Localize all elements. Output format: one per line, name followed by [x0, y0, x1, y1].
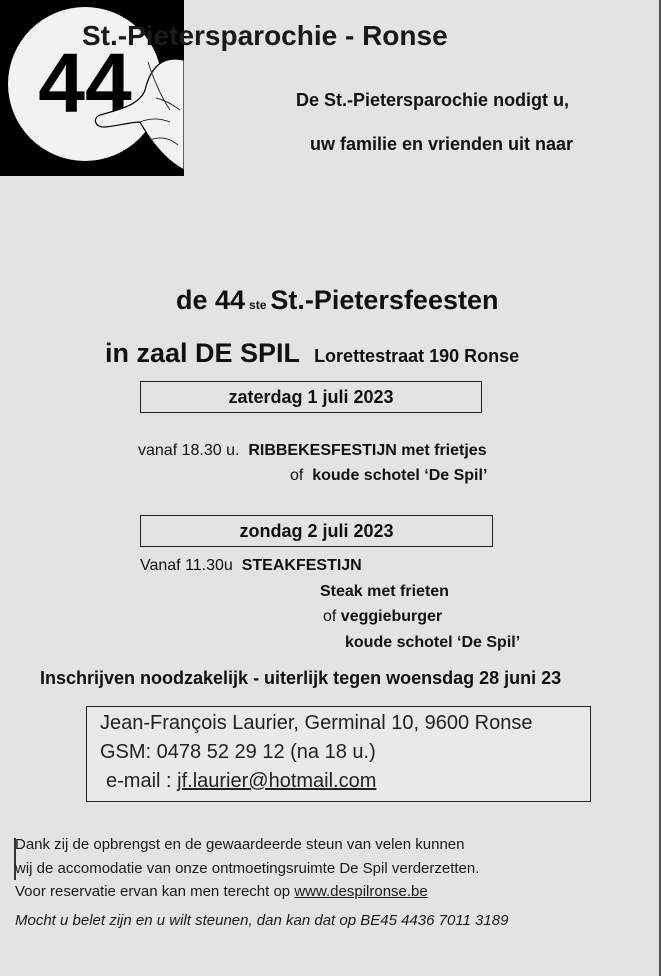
saturday-of: of	[290, 467, 304, 484]
saturday-menu-2: koude schotel ‘De Spil’	[312, 467, 488, 484]
sunday-line-3	[323, 608, 442, 626]
event-headline	[176, 285, 498, 316]
footer-line-4: Mocht u belet zijn en u wilt steunen, dan kan dat op BE45 4436 7011 3189	[15, 912, 509, 929]
headline-pre: de 44	[176, 285, 246, 315]
headline-post: St.-Pietersfeesten	[270, 285, 499, 315]
saturday-line-2	[290, 467, 487, 485]
footer-reservation-text: Voor reservatie ervan kan men terecht op	[15, 883, 291, 900]
sunday-time: Vanaf 11.30u	[140, 557, 233, 574]
footer-line-3	[15, 883, 428, 900]
contact-name: Jean-François Laurier, Germinal 10, 9600 Ronse	[100, 712, 533, 734]
registration-notice: Inschrijven noodzakelijk - uiterlijk tegen woensdag 28 juni 23	[40, 668, 562, 688]
sunday-line-1	[140, 557, 362, 575]
sunday-line-4: koude schotel ‘De Spil’	[345, 634, 521, 651]
page-title: St.-Pietersparochie - Ronse	[82, 20, 448, 51]
sunday-of: of	[323, 608, 337, 625]
logo-number: 44	[38, 36, 132, 130]
intro-line-2: uw familie en vrienden uit naar	[310, 134, 574, 154]
website-link[interactable]: www.despilronse.be	[294, 883, 428, 900]
saturday-date-box: zaterdag 1 juli 2023	[140, 381, 482, 413]
email-label: e-mail :	[106, 770, 172, 792]
email-link[interactable]: jf.laurier@hotmail.com	[177, 770, 377, 792]
sunday-menu-1: STEAKFESTIJN	[241, 557, 362, 574]
contact-phone: GSM: 0478 52 29 12 (na 18 u.)	[100, 741, 376, 763]
saturday-line-1	[138, 442, 487, 460]
contact-box	[86, 706, 591, 802]
sunday-date-box: zondag 2 juli 2023	[140, 515, 493, 547]
venue-address: Lorettestraat 190 Ronse	[314, 346, 520, 366]
contact-email-line	[106, 770, 376, 793]
footer-line-1: Dank zij de opbrengst en de gewaardeerde steun van velen kunnen	[15, 836, 465, 853]
sunday-line-2: Steak met frieten	[320, 583, 449, 600]
saturday-menu-1: RIBBEKESFESTIJN met frietjes	[248, 442, 487, 459]
sunday-menu-3: veggieburger	[340, 608, 443, 625]
intro-line-1: De St.-Pietersparochie nodigt u,	[296, 90, 570, 110]
headline-sup: ste	[249, 298, 267, 312]
venue-line	[105, 338, 519, 369]
footer-line-2: wij de accomodatie van onze ontmoetingsruimte De Spil verderzetten.	[15, 860, 480, 877]
saturday-time: vanaf 18.30 u.	[138, 442, 240, 459]
venue-name: in zaal DE SPIL	[105, 338, 301, 368]
